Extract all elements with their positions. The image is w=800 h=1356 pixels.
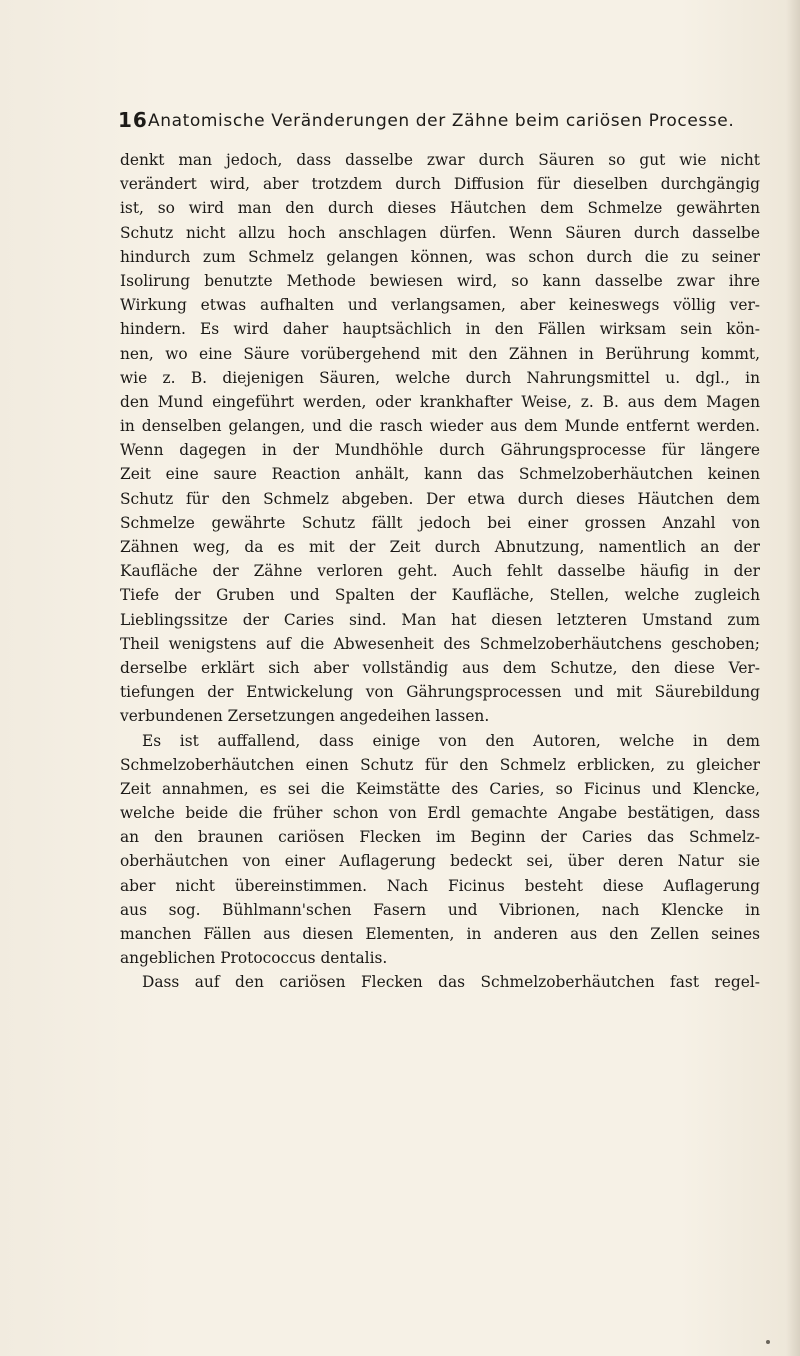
text-line: den Mund eingeführt werden, oder krankhafter Weise, z. B. aus dem Magen [120,392,760,411]
text-line: verbundenen Zersetzungen angedeihen lassen. [120,707,490,726]
text-line: Theil wenigstens auf die Abwesenheit des Schmelzoberhäutchens geschoben; [120,634,760,653]
text-line: manchen Fällen aus diesen Elementen, in anderen aus den Zellen seines [120,925,760,943]
text-line: Schmelzoberhäutchen einen Schutz für den Schmelz erblicken, zu gleicher [120,755,760,774]
text-line: wie z. B. diejenigen Säuren, welche durch Nahrungsmittel u. dgl., in [120,368,760,387]
text-line: in denselben gelangen, und die rasch wieder aus dem Munde entfernt werden. [120,417,760,436]
text-line: Es ist auffallend, dass einige von den Autoren, welche in dem [142,731,760,750]
body-text [120,148,760,995]
text-line: hindurch zum Schmelz gelangen können, was schon durch die zu seiner [120,247,760,266]
text-line: Wirkung etwas aufhalten und verlangsamen, aber keineswegs völlig ver- [120,296,760,315]
page-edge-shadow [786,0,800,1356]
text-line: Lieblingssitze der Caries sind. Man hat diesen letzteren Umstand zum [120,610,760,629]
text-line: welche beide die früher schon von Erdl gemachte Angabe bestätigen, dass [120,804,760,823]
text-line: derselbe erklärt sich aber vollständig aus dem Schutze, den diese Ver- [120,658,760,677]
text-line: hindern. Es wird daher hauptsächlich in den Fällen wirksam sein kön- [120,320,760,339]
text-line: Zähnen weg, da es mit der Zeit durch Abnutzung, namentlich an der [120,538,760,556]
text-line: Zeit eine saure Reaction anhält, kann das Schmelzoberhäutchen keinen [120,465,760,484]
text-line: Schmelze gewährte Schutz fällt jedoch bei einer grossen Anzahl von [120,513,760,532]
text-line: Schutz für den Schmelz abgeben. Der etwa durch dieses Häutchen dem [120,489,760,508]
text-line: Wenn dagegen in der Mundhöhle durch Gährungsprocesse für längere [120,441,760,460]
text-line: Isolirung benutzte Methode bewiesen wird, so kann dasselbe zwar ihre [120,271,760,290]
text-line: denkt man jedoch, dass dasselbe zwar durch Säuren so gut wie nicht [120,151,760,169]
running-head: Anatomische Veränderungen der Zähne beim cariösen Processe. [148,111,735,131]
ink-dot [766,1340,770,1344]
text-line: verändert wird, aber trotzdem durch Diffusion für dieselben durchgängig [120,175,760,194]
text-line: nen, wo eine Säure vorübergehend mit den Zähnen in Berührung kommt, [120,344,760,363]
page-header [118,108,758,142]
text-line: ist, so wird man den durch dieses Häutchen dem Schmelze gewährten [120,199,760,218]
text-line: Tiefe der Gruben und Spalten der Kaufläche, Stellen, welche zugleich [120,586,760,605]
text-line: an den braunen cariösen Flecken im Beginn der Caries das Schmelz- [120,828,760,847]
page-number: 16 [118,108,148,132]
text-line: oberhäutchen von einer Auflagerung bedeckt sei, über deren Natur sie [120,852,760,871]
text-line: angeblichen Protococcus dentalis. [120,949,388,968]
text-line: aus sog. Bühlmann'schen Fasern und Vibrionen, nach Klencke in [120,900,760,919]
text-line: Schutz nicht allzu hoch anschlagen dürfen. Wenn Säuren durch dasselbe [120,223,760,242]
text-line: Zeit annahmen, es sei die Keimstätte des Caries, so Ficinus und Klencke, [120,779,760,798]
text-line: aber nicht übereinstimmen. Nach Ficinus besteht diese Auflagerung [120,876,760,895]
text-line: tiefungen der Entwickelung von Gährungsprocessen und mit Säurebildung [120,683,760,702]
text-line: Dass auf den cariösen Flecken das Schmelzoberhäutchen fast regel- [142,973,760,992]
text-line: Kaufläche der Zähne verloren geht. Auch fehlt dasselbe häufig in der [120,562,760,581]
